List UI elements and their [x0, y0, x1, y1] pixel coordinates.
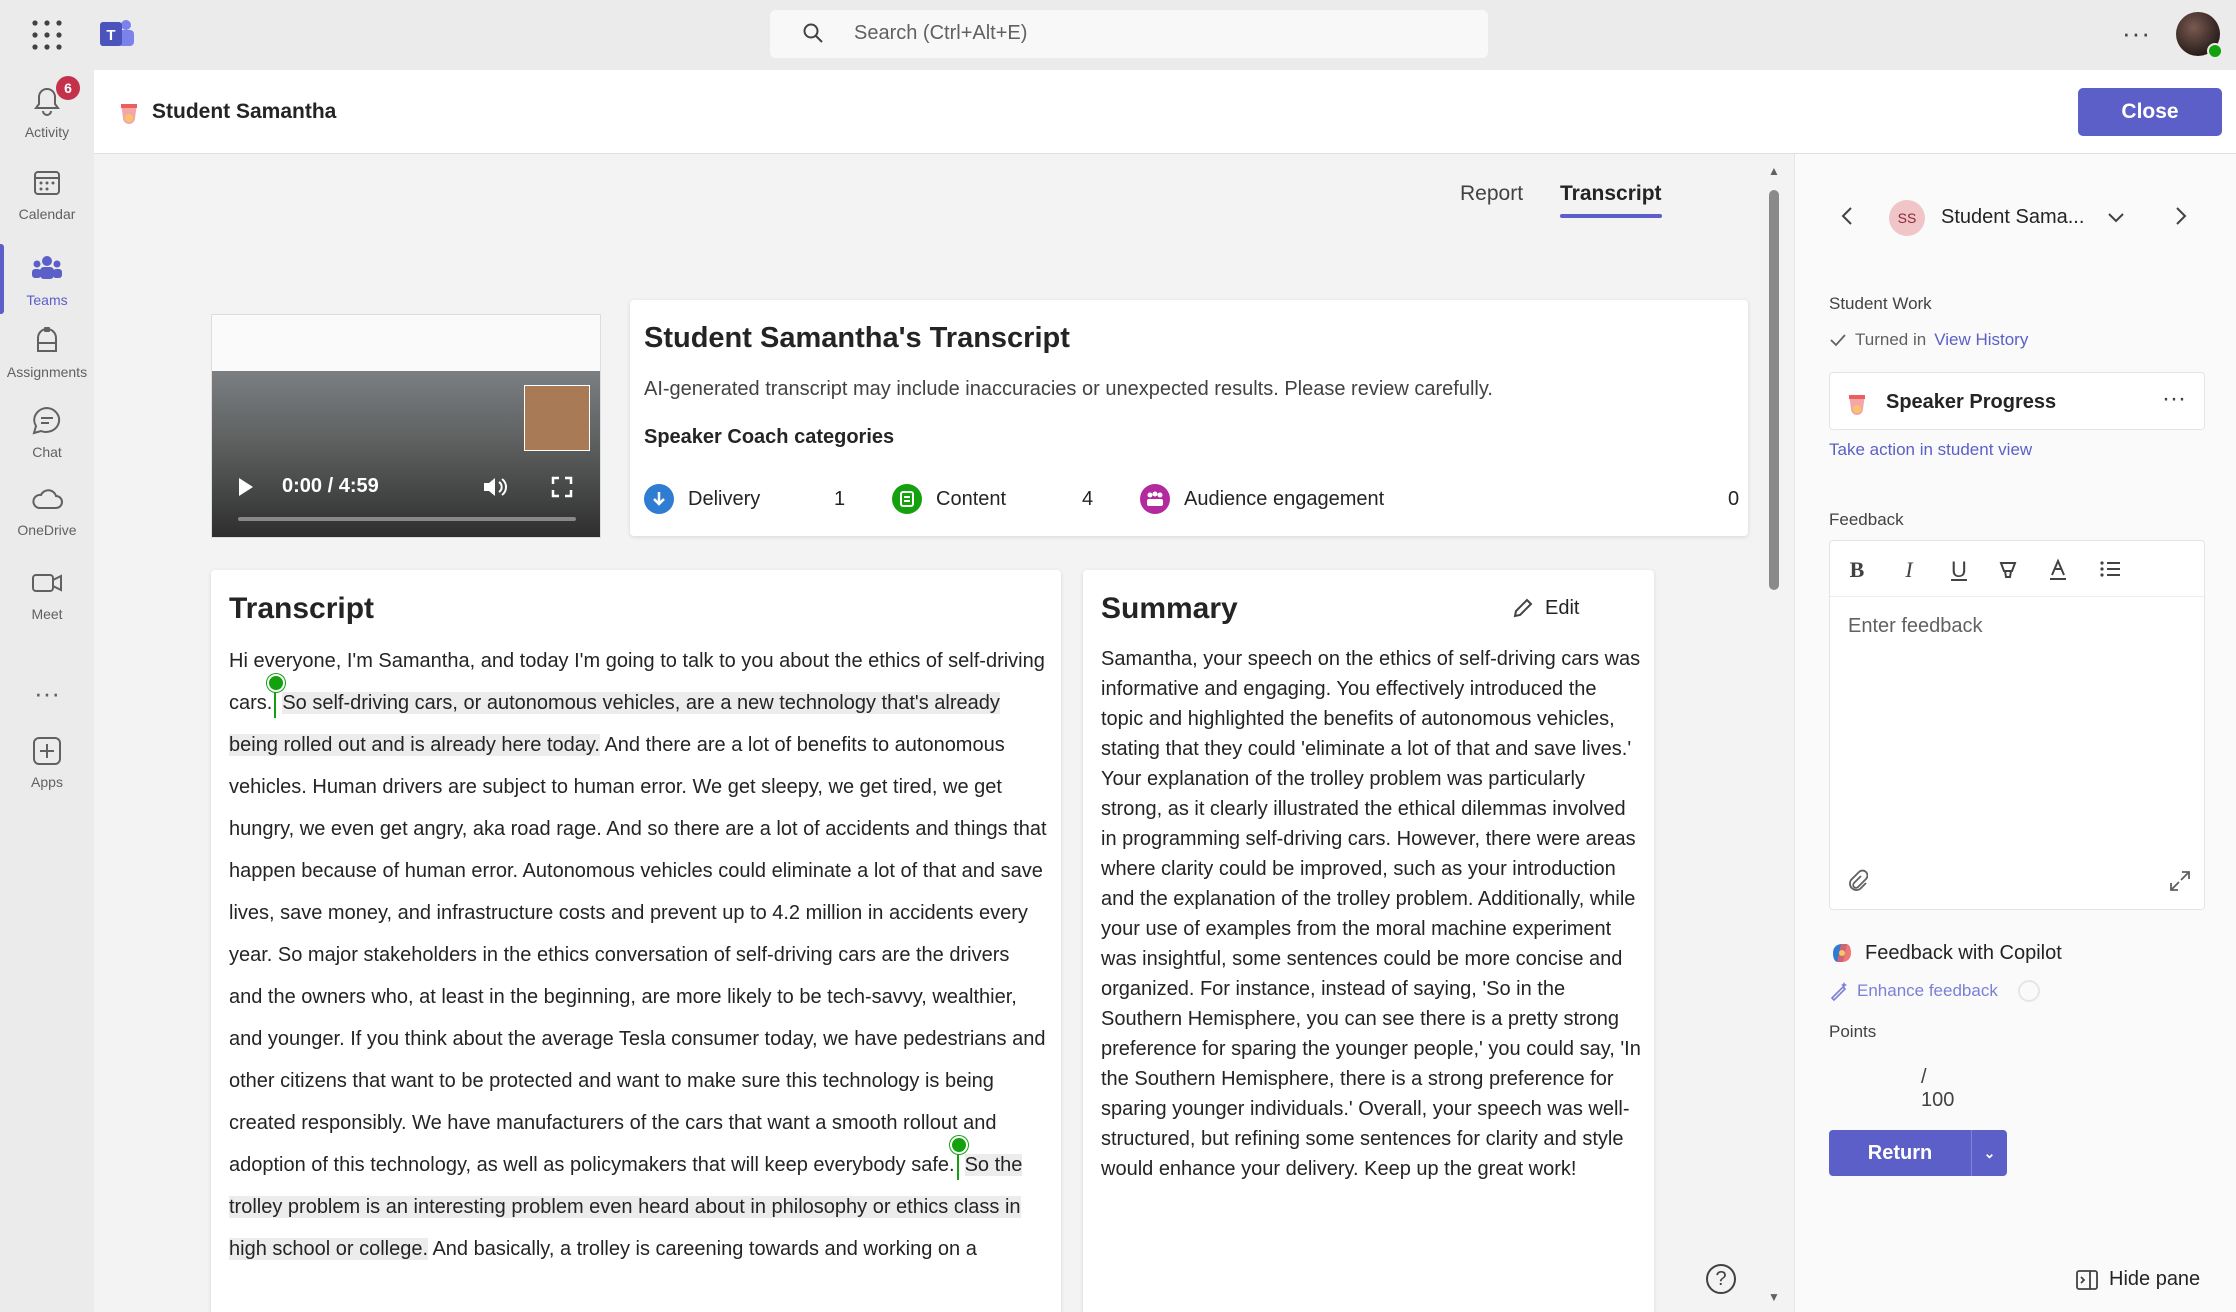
edit-summary-button[interactable] — [1511, 596, 1579, 620]
rail-label-onedrive: OneDrive — [17, 522, 77, 538]
assignment-title: Speaker Progress — [1886, 391, 2057, 413]
bold-icon[interactable]: B — [1849, 557, 1865, 582]
transcript-segment: Hi everyone, I'm Samantha, and today I'm going to talk to you about the ethics of self-driving cars. — [229, 650, 1045, 714]
audience-icon — [1140, 484, 1170, 514]
content-icon — [892, 484, 922, 514]
transcript-panel — [211, 570, 1061, 1312]
calendar-icon — [30, 166, 64, 200]
previous-student-icon[interactable] — [1839, 204, 1855, 228]
video-time: 0:00 / 4:59 — [282, 475, 379, 497]
video-progress-bar[interactable] — [238, 517, 576, 521]
hide-pane-label: Hide pane — [2109, 1268, 2201, 1290]
font-color-icon[interactable] — [2046, 557, 2072, 583]
chevron-down-icon[interactable]: ⌄ — [1971, 1130, 2007, 1176]
main-content — [94, 154, 1794, 1312]
category-count: 4 — [1082, 488, 1094, 510]
turned-in-label: Turned in — [1855, 330, 1927, 349]
assignment-header — [94, 70, 2236, 154]
rail-item-onedrive[interactable] — [0, 482, 94, 562]
search-input[interactable]: Search (Ctrl+Alt+E) — [854, 22, 1028, 44]
transcript-title: Student Samantha's Transcript — [644, 322, 1070, 354]
category-label: Content — [936, 488, 1007, 510]
student-selector[interactable] — [1889, 194, 2149, 244]
feedback-input[interactable]: Enter feedback — [1848, 615, 1983, 637]
content-marker-icon[interactable] — [957, 1152, 959, 1180]
app-launcher-icon[interactable] — [30, 18, 64, 52]
title-bar — [0, 0, 2236, 70]
video-camera-icon — [30, 566, 64, 600]
transcript-text[interactable] — [229, 640, 1047, 1270]
video-controls — [212, 465, 601, 525]
grading-pane — [1794, 154, 2236, 1312]
view-history-link[interactable]: View History — [1934, 330, 2029, 349]
category-count: 1 — [834, 488, 846, 510]
feedback-label: Feedback — [1829, 510, 1904, 529]
user-avatar[interactable] — [2176, 12, 2220, 56]
rail-item-teams[interactable] — [0, 244, 94, 324]
content-marker-icon[interactable] — [274, 690, 276, 718]
search-box[interactable] — [770, 10, 1488, 58]
rail-label-activity: Activity — [24, 124, 70, 140]
more-options-icon[interactable]: ··· — [2162, 385, 2186, 412]
rail-label-teams: Teams — [26, 292, 68, 308]
activity-badge: 6 — [56, 76, 80, 100]
student-avatar: SS — [1889, 200, 1925, 236]
bullet-list-icon[interactable] — [2098, 557, 2124, 583]
copilot-title: Feedback with Copilot — [1865, 941, 2062, 964]
page-title: Student Samantha — [152, 100, 337, 123]
points-label: Points — [1829, 1022, 1877, 1041]
points-input[interactable] — [1829, 1062, 1889, 1098]
rail-item-activity[interactable] — [0, 80, 94, 164]
tab-transcript[interactable]: Transcript — [1560, 182, 1662, 205]
close-button[interactable]: Close — [2078, 88, 2222, 136]
rail-label-assignments: Assignments — [6, 364, 88, 380]
rail-label-chat: Chat — [32, 444, 62, 460]
category-count: 0 — [1728, 488, 1740, 510]
hide-pane-button[interactable] — [2075, 1268, 2200, 1291]
student-name: Student Sama... — [1941, 206, 2085, 228]
play-icon[interactable] — [238, 477, 254, 497]
delivery-icon — [644, 484, 674, 514]
video-player[interactable] — [211, 314, 601, 538]
points-max: / 100 — [1921, 1066, 1955, 1111]
speaker-progress-icon — [118, 100, 140, 124]
highlighted-segment[interactable]: So the trolley problem is an interesting problem even heard about in philosophy or ethics class in high school or college. — [229, 1154, 1023, 1260]
summary-text: Samantha, your speech on the ethics of self-driving cars was informative and engaging. You effectively introduced the topic and highlighted the benefits of autonomous vehicles, stating that they could 'eliminate a lot of that and save lives.' Your explanation of the trolley problem was particularly strong, as it clearly illustrated the ethical dilemmas involved in programming self-driving cars. However, there were areas where clarity could be improved, such as your introduction and the explanation of the trolley problem. Additionally, while your use of examples from the moral machine experiment was insightful, some sentences could be more concise and organized. For instance, instead of saying, 'So in the Southern Hemisphere, you can see there is a pretty strong preference for sparing the younger people,' you could say, 'In the Southern Hemisphere, there is a strong preference for sparing younger individuals.' Overall, your speech was well-structured, but refining some sentences for clarity and style would enhance your delivery. Keep up the great work! — [1101, 648, 1641, 1180]
panel-collapse-icon — [2075, 1269, 2099, 1291]
edit-label: Edit — [1545, 596, 1580, 619]
tab-report[interactable]: Report — [1460, 182, 1524, 205]
attach-icon[interactable] — [1846, 869, 1868, 891]
presence-available-icon — [2207, 43, 2223, 59]
speaker-coach-heading: Speaker Coach categories — [644, 426, 895, 448]
video-presenter-thumbnail — [524, 385, 590, 451]
summary-panel — [1083, 570, 1654, 1312]
help-icon[interactable]: ? — [1706, 1264, 1736, 1294]
scroll-thumb[interactable] — [1769, 190, 1779, 590]
assignment-card[interactable] — [1829, 372, 2205, 430]
rail-more-apps-icon[interactable]: ··· — [34, 678, 60, 708]
main-scrollbar[interactable] — [1764, 164, 1784, 1304]
summary-heading: Summary — [1101, 592, 1238, 625]
points-field — [1829, 1056, 1959, 1111]
assignments-icon — [30, 324, 64, 358]
bell-icon — [30, 80, 72, 118]
cloud-icon — [30, 482, 64, 516]
loading-spinner-icon — [2018, 980, 2040, 1002]
rail-item-chat[interactable] — [0, 404, 94, 484]
rail-item-calendar[interactable] — [0, 166, 94, 246]
return-button[interactable] — [1829, 1130, 2007, 1176]
teams-logo-icon — [98, 16, 136, 52]
transcript-heading: Transcript — [229, 592, 375, 625]
rail-item-meet[interactable] — [0, 566, 94, 646]
student-work-label: Student Work — [1829, 294, 1932, 313]
expand-icon[interactable] — [2168, 869, 2192, 893]
feedback-editor[interactable] — [1829, 540, 2205, 910]
rail-item-assignments[interactable] — [0, 324, 94, 404]
pencil-icon — [1511, 596, 1535, 620]
enhance-label: Enhance feedback — [1857, 981, 1998, 1000]
ai-disclaimer: AI-generated transcript may include inaccuracies or unexpected results. Please review carefully. — [644, 378, 1493, 400]
magic-pen-icon — [1829, 981, 1849, 1001]
volume-icon[interactable] — [482, 475, 508, 499]
next-student-icon[interactable] — [2173, 204, 2189, 228]
category-label: Delivery — [688, 488, 761, 510]
rail-label-meet: Meet — [31, 606, 63, 622]
rail-label-calendar: Calendar — [18, 206, 76, 222]
chat-icon — [30, 404, 64, 438]
teams-icon — [30, 252, 64, 286]
transcript-info-card — [630, 300, 1748, 536]
category-label: Audience engagement — [1184, 488, 1385, 510]
highlighted-segment[interactable]: So self-driving cars, or autonomous vehicles, are a new technology that's already being rolled out and is already here today. — [229, 692, 1000, 756]
app-rail — [0, 70, 94, 1312]
transcript-segment: And there are a lot of benefits to autonomous vehicles. Human drivers are subject to human error. We get sleepy, we get tired, we get hungry, we even get angry, aka road rage. And so there are a lot of accidents and things that happen because of human error. Autonomous vehicles could eliminate a lot of that and save lives, save money, and infrastructure costs and prevent up to 4.2 million in accidents every year. So major stakeholders in the ethics conversation of self-driving cars are the drivers and the owners who, at least in the beginning, are more likely to be tech-savvy, wealthier, and younger. If you think about the average Tesla consumer today, we have pedestrians and other citizens that want to be protected and want to make sure this technology is being created responsibly. We have manufacturers of the cars that want a smooth rollout and adoption of this technology, as well as policymakers that will keep everybody safe. — [229, 734, 1047, 1176]
turned-in-status — [1829, 330, 2028, 350]
category-audience-engagement[interactable] — [1140, 484, 1740, 516]
rail-item-apps[interactable] — [0, 734, 94, 814]
highlighter-icon[interactable] — [1996, 557, 2022, 583]
search-icon — [802, 22, 824, 44]
underline-icon[interactable]: U — [1951, 557, 1967, 582]
chevron-down-icon — [2105, 206, 2127, 228]
more-options-icon[interactable]: ··· — [2122, 18, 2151, 48]
checkmark-icon — [1829, 331, 1847, 349]
return-label: Return — [1867, 1142, 1933, 1164]
enhance-feedback-button[interactable] — [1829, 980, 2040, 1002]
fullscreen-icon[interactable] — [550, 475, 574, 499]
copilot-icon — [1829, 940, 1855, 966]
speaker-progress-icon — [1846, 391, 1868, 415]
italic-icon[interactable]: I — [1905, 557, 1913, 582]
svg-text:T: T — [106, 27, 116, 44]
scroll-down-icon[interactable]: ▼ — [1768, 1290, 1780, 1304]
formatting-toolbar — [1830, 541, 2206, 597]
transcript-segment: And basically, a trolley is careening towards and working on a — [428, 1238, 977, 1260]
copilot-section-title — [1829, 940, 2062, 966]
add-apps-icon — [30, 734, 64, 768]
take-action-link[interactable]: Take action in student view — [1829, 440, 2033, 459]
video-thumbnail-header — [212, 315, 601, 371]
scroll-up-icon[interactable]: ▲ — [1768, 164, 1780, 178]
rail-label-apps: Apps — [31, 774, 63, 790]
